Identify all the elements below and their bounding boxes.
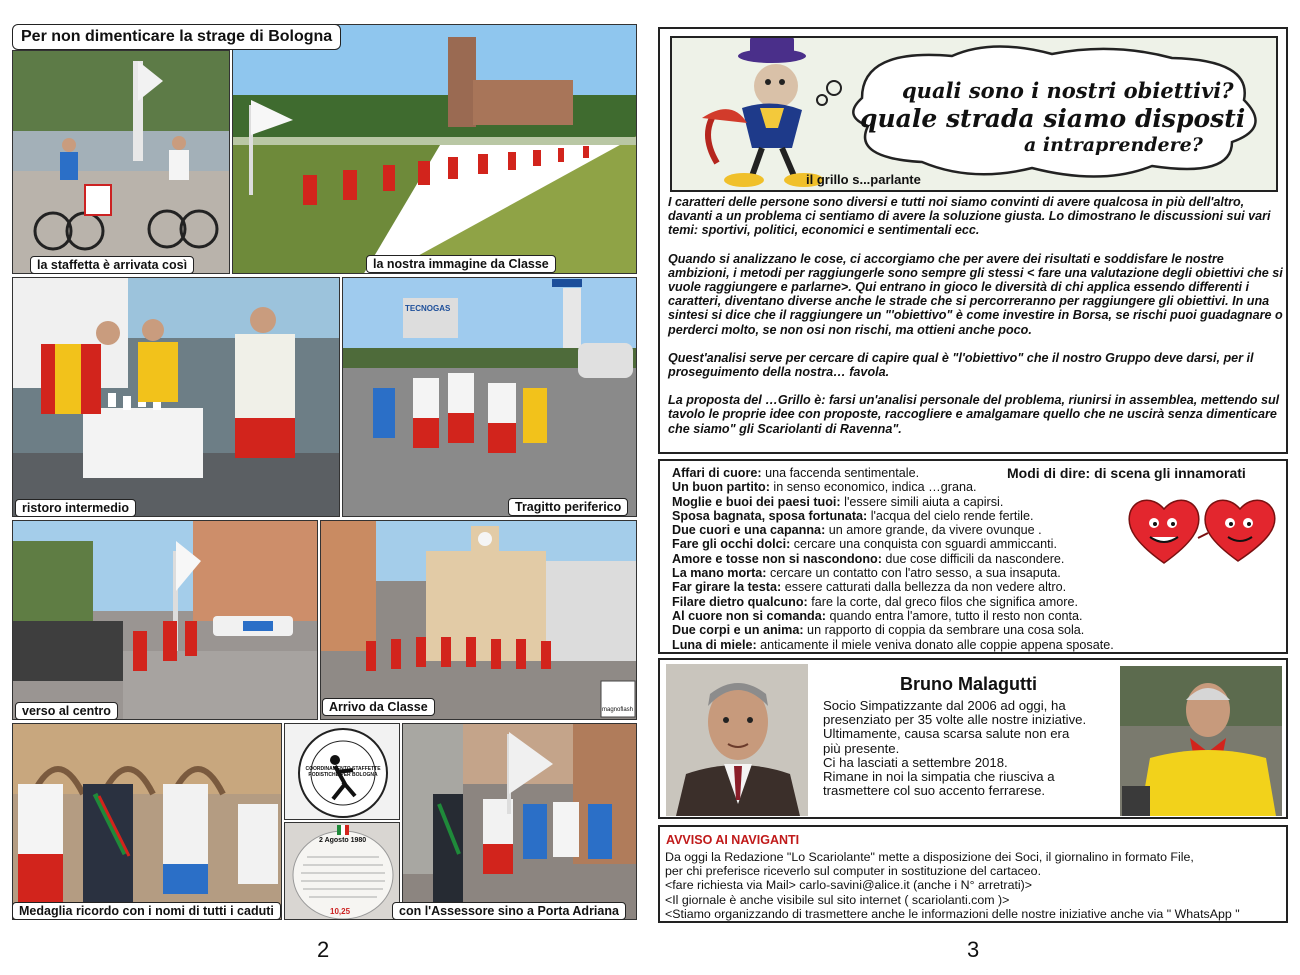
page-number-left: 2: [317, 937, 330, 962]
memorial-line: più presente.: [823, 740, 900, 756]
saying-item: Al cuore non si comanda: quando entra l'amore, tutto il resto non conta.: [672, 608, 1083, 623]
notice-title: AVVISO AI NAVIGANTI: [666, 833, 800, 847]
photo-staffetta: [12, 50, 230, 274]
memorial-line: Rimane in noi la simpatia che riusciva a: [823, 769, 1055, 785]
memorial-line: presenziato per 35 volte alle nostre iniziative.: [823, 712, 1087, 728]
hearts-illustration: [1126, 493, 1286, 565]
saying-item: Sposa bagnata, sposa fortunata: l'acqua del cielo rende fertile.: [672, 508, 1034, 523]
medal-date: 2 Agosto 1980: [319, 837, 367, 844]
notice-line: Da oggi la Redazione "Lo Scariolante" mette a disposizione dei Soci, il giornalino in formato File,: [665, 850, 1194, 864]
notice-line: per chi preferisce riceverlo sul computer in sostituzione del cartaceo.: [665, 864, 1042, 879]
caption-immagine: la nostra immagine da Classe: [366, 255, 556, 273]
medal-top: [284, 723, 400, 820]
notice-text: [665, 850, 1240, 921]
page-number-right: 3: [967, 937, 980, 962]
medal-time: 10,25: [330, 907, 351, 916]
memorial-name: Bruno Malagutti: [900, 674, 1037, 694]
memorial-photo-portrait: [666, 664, 808, 816]
grillo-label: il grillo s...parlante: [806, 172, 921, 187]
memorial-frame: [658, 658, 1288, 819]
caption-tragitto: Tragitto periferico: [508, 498, 628, 516]
saying-item: Amore e tosse non si nascondono: due cose difficili da nascondere.: [672, 551, 1065, 566]
saying-item: Un buon partito: in senso economico, indica …grana.: [672, 480, 977, 495]
memorial-line: Ultimamente, causa scarsa salute non era: [823, 726, 1070, 742]
notice-line: <Stiamo organizzando di trasmettere anche le informazioni delle nostre iniziative anche via " WhatsApp ": [665, 906, 1240, 921]
photo-ristoro: [12, 277, 340, 517]
memorial-line: Socio Simpatizzante dal 2006 ad oggi, ha: [823, 698, 1066, 713]
saying-item: Filare dietro qualcuno: fare la corte, dal greco filos che significa amore.: [672, 594, 1078, 609]
saying-item: Due corpi e un anima: un rapporto di coppia da sembrare una cosa sola.: [672, 623, 1085, 638]
memorial-photo-event: [1120, 666, 1282, 816]
bubble-line-2: quale strada siamo disposti: [860, 104, 1246, 133]
intro-paragraph: Quest'analisi serve per cercare di capire qual è "l'obiettivo" che il nostro Gruppo deve darsi, per il proseguimento della nostra… favola.: [668, 350, 1254, 380]
medal-top-text: COORDINAMENTO STAFFETTE PODISTICHE PER BOLOGNA: [305, 766, 381, 778]
intro-text: [668, 195, 1286, 450]
saying-item: Moglie e buoi dei paesi tuoi: l'essere simili aiuta a capirsi.: [672, 494, 1004, 509]
saying-item: Affari di cuore: una faccenda sentimentale.: [672, 466, 920, 480]
photo-tragitto: [342, 277, 637, 517]
caption-medaglia: Medaglia ricordo con i nomi di tutti i caduti: [12, 902, 281, 920]
saying-item: Due cuori e una capanna: un amore grande, da vivere ovunque .: [672, 523, 1042, 538]
photo-arrivo: [320, 520, 637, 720]
left-page-title: Per non dimenticare la strage di Bologna: [12, 24, 341, 50]
caption-ristoro: ristoro intermedio: [15, 499, 136, 517]
magnoflash-watermark: magnoflash: [602, 707, 634, 713]
bubble-line-1: quali sono i nostri obiettivi?: [902, 78, 1234, 103]
photo-centro: [12, 520, 318, 720]
sayings-list: [672, 466, 1114, 652]
saying-item: Far girare la testa: essere catturati dalla bellezza da non vedere altro.: [672, 580, 1067, 595]
sayings-frame: [658, 459, 1288, 654]
photo-assessore: [402, 723, 637, 920]
medal-bottom: [284, 822, 400, 920]
caption-staffetta: la staffetta è arrivata così: [30, 256, 194, 274]
photo-immagine-classe: [232, 24, 637, 274]
caption-arrivo: Arrivo da Classe: [322, 698, 435, 716]
caption-assessore: con l'Assessore sino a Porta Adriana: [392, 902, 626, 920]
memorial-text: [823, 699, 1086, 798]
photo-medaglia: [12, 723, 282, 920]
sign-tecnogas: TECNOGAS: [405, 304, 451, 313]
intro-paragraph: Quando si analizzano le cose, ci accorgiamo che per avere dei risultati e soddisfare le nostre ambizioni, i metodi per raggiungerle sono sempre gli stessi < fare una valutazione degli obiettivi che si vuole raggiungere e parlarne>. Qui entrano in gioco le diversità di chi applica essendo differenti i caratteri, diventano diverse anche le strade che si percorreranno per raggiungere gli obiettivi. In una sintesi si dice che il raggiungere un "'obiettivo" è come investire in Borsa, se rischi puoi guadagnare o perderci molto, se non osi non rischi, ma ottieni anche poco.: [668, 251, 1283, 337]
sayings-title: Modi di dire: di scena gli innamorati: [1007, 465, 1246, 481]
memorial-line: trasmettere col suo accento ferrarese.: [823, 783, 1046, 799]
intro-paragraph: I caratteri delle persone sono diversi e tutti noi siamo convinti di avere qualcosa in più dell'altro, davanti a un problema ci sentiamo di avere la soluzione giusta. Lo dimostrano le discussioni sui vari temi: sportivi, politici, economici e sentimentali ecc.: [668, 195, 1271, 238]
notice-line: <Il giornale è anche visibile sul sito internet ( scariolanti.com )>: [665, 892, 1010, 907]
saying-item: La mano morta: cercare un contatto con l'atro sesso, a sua insaputa.: [672, 566, 1061, 581]
bubble-line-3: a intraprendere?: [1024, 134, 1203, 156]
notice-line: <fare richiesta via Mail> carlo-savini@alice.it (anche i N° arretrati)>: [665, 878, 1033, 893]
grillo-header: [670, 36, 1278, 192]
saying-item: Luna di miele: anticamente il miele veniva donato alle coppie appena sposate.: [672, 637, 1114, 652]
saying-item: Fare gli occhi dolci: cercare una conquista con sguardi ammiccanti.: [672, 537, 1057, 552]
notice-frame: [658, 825, 1288, 923]
intro-paragraph: La proposta del …Grillo è: farsi un'analisi personale del problema, riunirsi in assemblea, mettendo sul tavolo le proprie idee con proposte, raccogliere e amalgamare quello che ne uscirà senza dimenticare che siamo" gli Scariolanti di Ravenna".: [668, 393, 1280, 436]
memorial-line: Ci ha lasciati a settembre 2018.: [823, 754, 1008, 770]
caption-centro: verso al centro: [15, 702, 118, 720]
intro-frame: [658, 27, 1288, 454]
